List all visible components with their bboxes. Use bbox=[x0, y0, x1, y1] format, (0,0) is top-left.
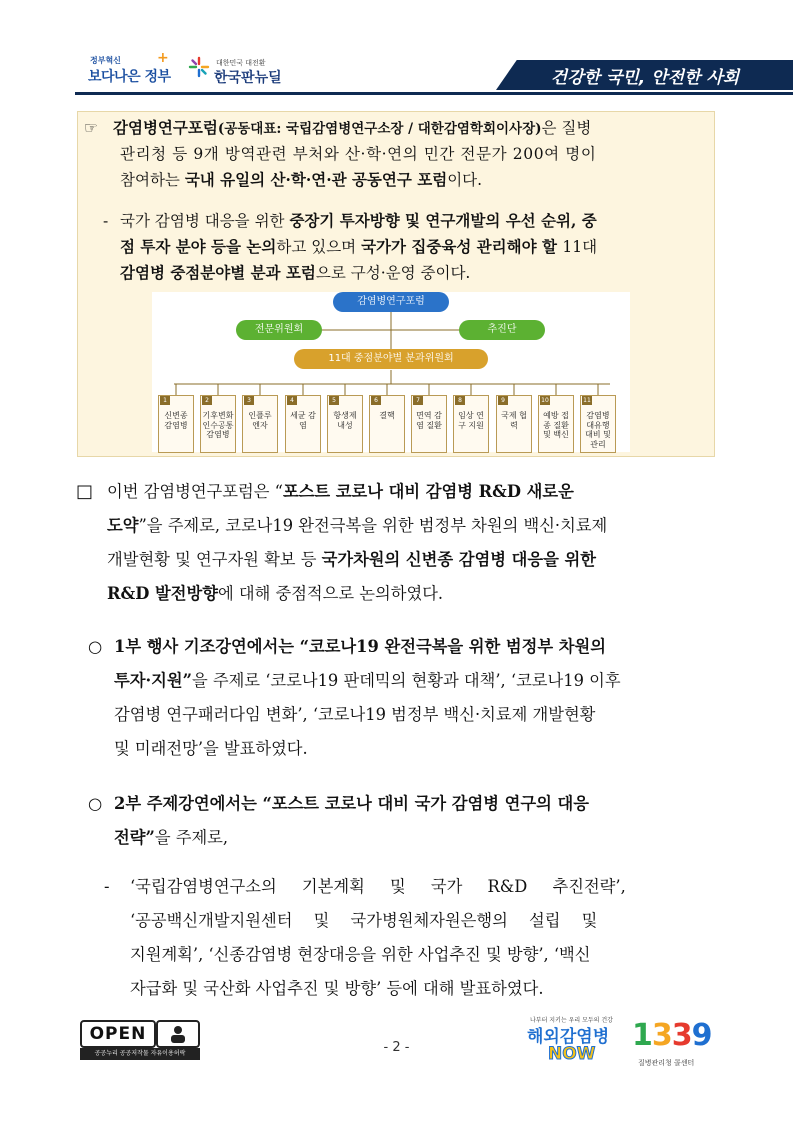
subcommittee-cell-label: 예방 접종 질환 및 백신 bbox=[543, 411, 569, 439]
subcommittee-cell-label: 항생제 내성 bbox=[333, 411, 357, 430]
box-para2-line1: 국가 감염병 대응을 위한 중장기 투자방향 및 연구개발의 우선 순위, 중 bbox=[120, 211, 597, 230]
new-deal-logo-icon bbox=[188, 56, 210, 78]
forum-top-node: 감염병연구포럼 bbox=[333, 292, 449, 312]
section4-line4: 자급화 및 국산화 사업추진 및 방향’ 등에 대해 발표하였다. bbox=[130, 979, 544, 998]
subcommittee-cell-number: 4 bbox=[287, 396, 297, 405]
subcommittee-cell-number: 1 bbox=[160, 396, 170, 405]
open-license-badge: OPEN bbox=[80, 1020, 156, 1048]
section2-bullet: ○ bbox=[88, 637, 103, 656]
section-checkbox: □ bbox=[76, 481, 94, 502]
gov-innovation-logo-text: 보다나은 정부 bbox=[88, 69, 171, 85]
subcommittee-cell-number: 9 bbox=[498, 396, 508, 405]
section1-line4: R&D 발전방향에 대해 중점적으로 논의하였다. bbox=[107, 584, 444, 603]
overseas-infection-now-text: NOW bbox=[548, 1044, 596, 1064]
subcommittee-cell-4 bbox=[285, 395, 321, 453]
section2-line4: 및 미래전망’을 발표하였다. bbox=[114, 739, 308, 758]
subcommittee-cell-1 bbox=[158, 395, 194, 453]
section4-line3: 지원계획’, ‘신종감염병 현장대응을 위한 사업추진 및 방향’, ‘백신 bbox=[130, 945, 591, 964]
overseas-infection-logo-text: 해외감염병 bbox=[527, 1027, 610, 1047]
section4-line1: ‘국립감염병연구소의 기본계획 및 국가 R&D 추진전략’, bbox=[130, 877, 626, 896]
subcommittee-cell-label: 기후변화 인수공통 감염병 bbox=[202, 411, 234, 439]
box-para2-line3: 감염병 중점분야별 분과 포럼으로 구성·운영 중이다. bbox=[120, 263, 471, 282]
open-license-caption: 공공누리 공공저작물 자유이용허락 bbox=[80, 1048, 200, 1060]
subcommittee-cell-number: 7 bbox=[413, 396, 423, 405]
header-divider bbox=[75, 92, 793, 95]
subcommittee-cell-number: 11 bbox=[583, 397, 591, 404]
section3-line1: 2부 주제강연에서는 “포스트 코로나 대비 국가 감염병 연구의 대응 bbox=[114, 794, 589, 813]
hotline-1339-caption: 질병관리청 콜센터 bbox=[638, 1059, 695, 1067]
gov-innovation-logo-small: 정부혁신 bbox=[90, 56, 121, 65]
subcommittee-cell-3 bbox=[242, 395, 278, 453]
subcommittee-cell-number: 2 bbox=[202, 396, 212, 405]
subcommittee-cell-9 bbox=[496, 395, 532, 453]
subcommittee-cell-8 bbox=[453, 395, 489, 453]
section2-line3: 감염병 연구패러다임 변화’, ‘코로나19 범정부 백신·치료제 개발현황 bbox=[114, 705, 596, 724]
subcommittee-cell-2 bbox=[200, 395, 236, 453]
subcommittee-cell-6 bbox=[369, 395, 405, 453]
subcommittee-cell-5 bbox=[327, 395, 363, 453]
subcommittee-cell-label: 감염병 대유행 대비 및 관리 bbox=[585, 411, 611, 449]
subcommittee-cell-label: 인플루 엔자 bbox=[248, 411, 272, 430]
section1-line2: 도약”을 주제로, 코로나19 완전극복을 위한 범정부 차원의 백신·치료제 bbox=[107, 516, 608, 535]
subcommittee-cell-number: 10 bbox=[541, 397, 549, 404]
attribution-person-icon bbox=[156, 1020, 200, 1048]
subcommittee-cell-number: 5 bbox=[329, 396, 339, 405]
org-chart bbox=[152, 292, 630, 452]
header-slogan: 건강한 국민, 안전한 사회 bbox=[550, 68, 740, 88]
subcommittee-node: 11대 중점분야별 분과위원회 bbox=[294, 349, 488, 369]
overseas-infection-tagline: 나부터 지키는 우리 모두의 건강 bbox=[530, 1017, 613, 1024]
box-para1-line1: 감염병연구포럼(공동대표: 국립감염병연구소장 / 대한감염학회이사장)은 질병 bbox=[113, 118, 592, 137]
section1-line3: 개발현황 및 연구자원 확보 등 국가차원의 신변종 감염병 대응을 위한 bbox=[107, 550, 596, 569]
subcommittee-cell-7 bbox=[411, 395, 447, 453]
box-para2-line2: 점 투자 분야 등을 논의하고 있으며 국가가 집중육성 관리해야 할 11대 bbox=[120, 237, 598, 256]
section3-bullet: ○ bbox=[88, 794, 103, 813]
new-deal-logo-text: 한국판뉴딜 bbox=[214, 70, 282, 86]
plus-icon: + bbox=[157, 50, 169, 66]
subcommittee-cell-label: 신변종 감염병 bbox=[164, 411, 188, 430]
subcommittee-cell-11 bbox=[580, 395, 616, 453]
subcommittee-cell-number: 3 bbox=[244, 396, 254, 405]
new-deal-logo-small: 대한민국 대전환 bbox=[216, 59, 266, 67]
task-force-node: 추진단 bbox=[459, 320, 545, 340]
box-para2-dash: - bbox=[103, 212, 109, 230]
section2-line2: 투자·지원”을 주제로 ‘코로나19 판데믹의 현황과 대책’, ‘코로나19 이후 bbox=[114, 671, 621, 690]
subcommittee-cell-label: 국제 협력 bbox=[501, 411, 527, 430]
subcommittee-cell-label: 결핵 bbox=[379, 411, 395, 420]
expert-committee-node: 전문위원회 bbox=[236, 320, 322, 340]
section4-line2: ‘공공백신개발지원센터 및 국가병원체자원은행의 설립 및 bbox=[130, 911, 598, 930]
subcommittee-cell-label: 임상 연구 지원 bbox=[458, 411, 484, 430]
section1-line1: 이번 감염병연구포럼은 “포스트 코로나 대비 감염병 R&D 새로운 bbox=[107, 482, 574, 501]
box-para1-line2: 관리청 등 9개 방역관련 부처와 산·학·연의 민간 전문가 200여 명이 bbox=[120, 145, 597, 163]
box-para1-line3: 참여하는 국내 유일의 산·학·연·관 공동연구 포럼이다. bbox=[120, 170, 483, 189]
section2-line1: 1부 행사 기조강연에서는 “코로나19 완전극복을 위한 범정부 차원의 bbox=[114, 637, 606, 656]
subcommittee-cell-10 bbox=[538, 395, 574, 453]
hotline-1339-logo: 1339 bbox=[632, 1018, 712, 1053]
page-number: - 2 - bbox=[383, 1040, 410, 1055]
section3-line2: 전략”을 주제로, bbox=[114, 828, 229, 847]
subcommittee-cell-number: 8 bbox=[455, 396, 465, 405]
subcommittee-cell-label: 세균 감염 bbox=[290, 411, 316, 430]
subcommittee-cell-number: 6 bbox=[371, 396, 381, 405]
subcommittee-cell-label: 면역 감염 질환 bbox=[416, 411, 442, 430]
pointing-hand-icon: ☞ bbox=[84, 119, 98, 137]
section4-dash: - bbox=[104, 877, 110, 896]
